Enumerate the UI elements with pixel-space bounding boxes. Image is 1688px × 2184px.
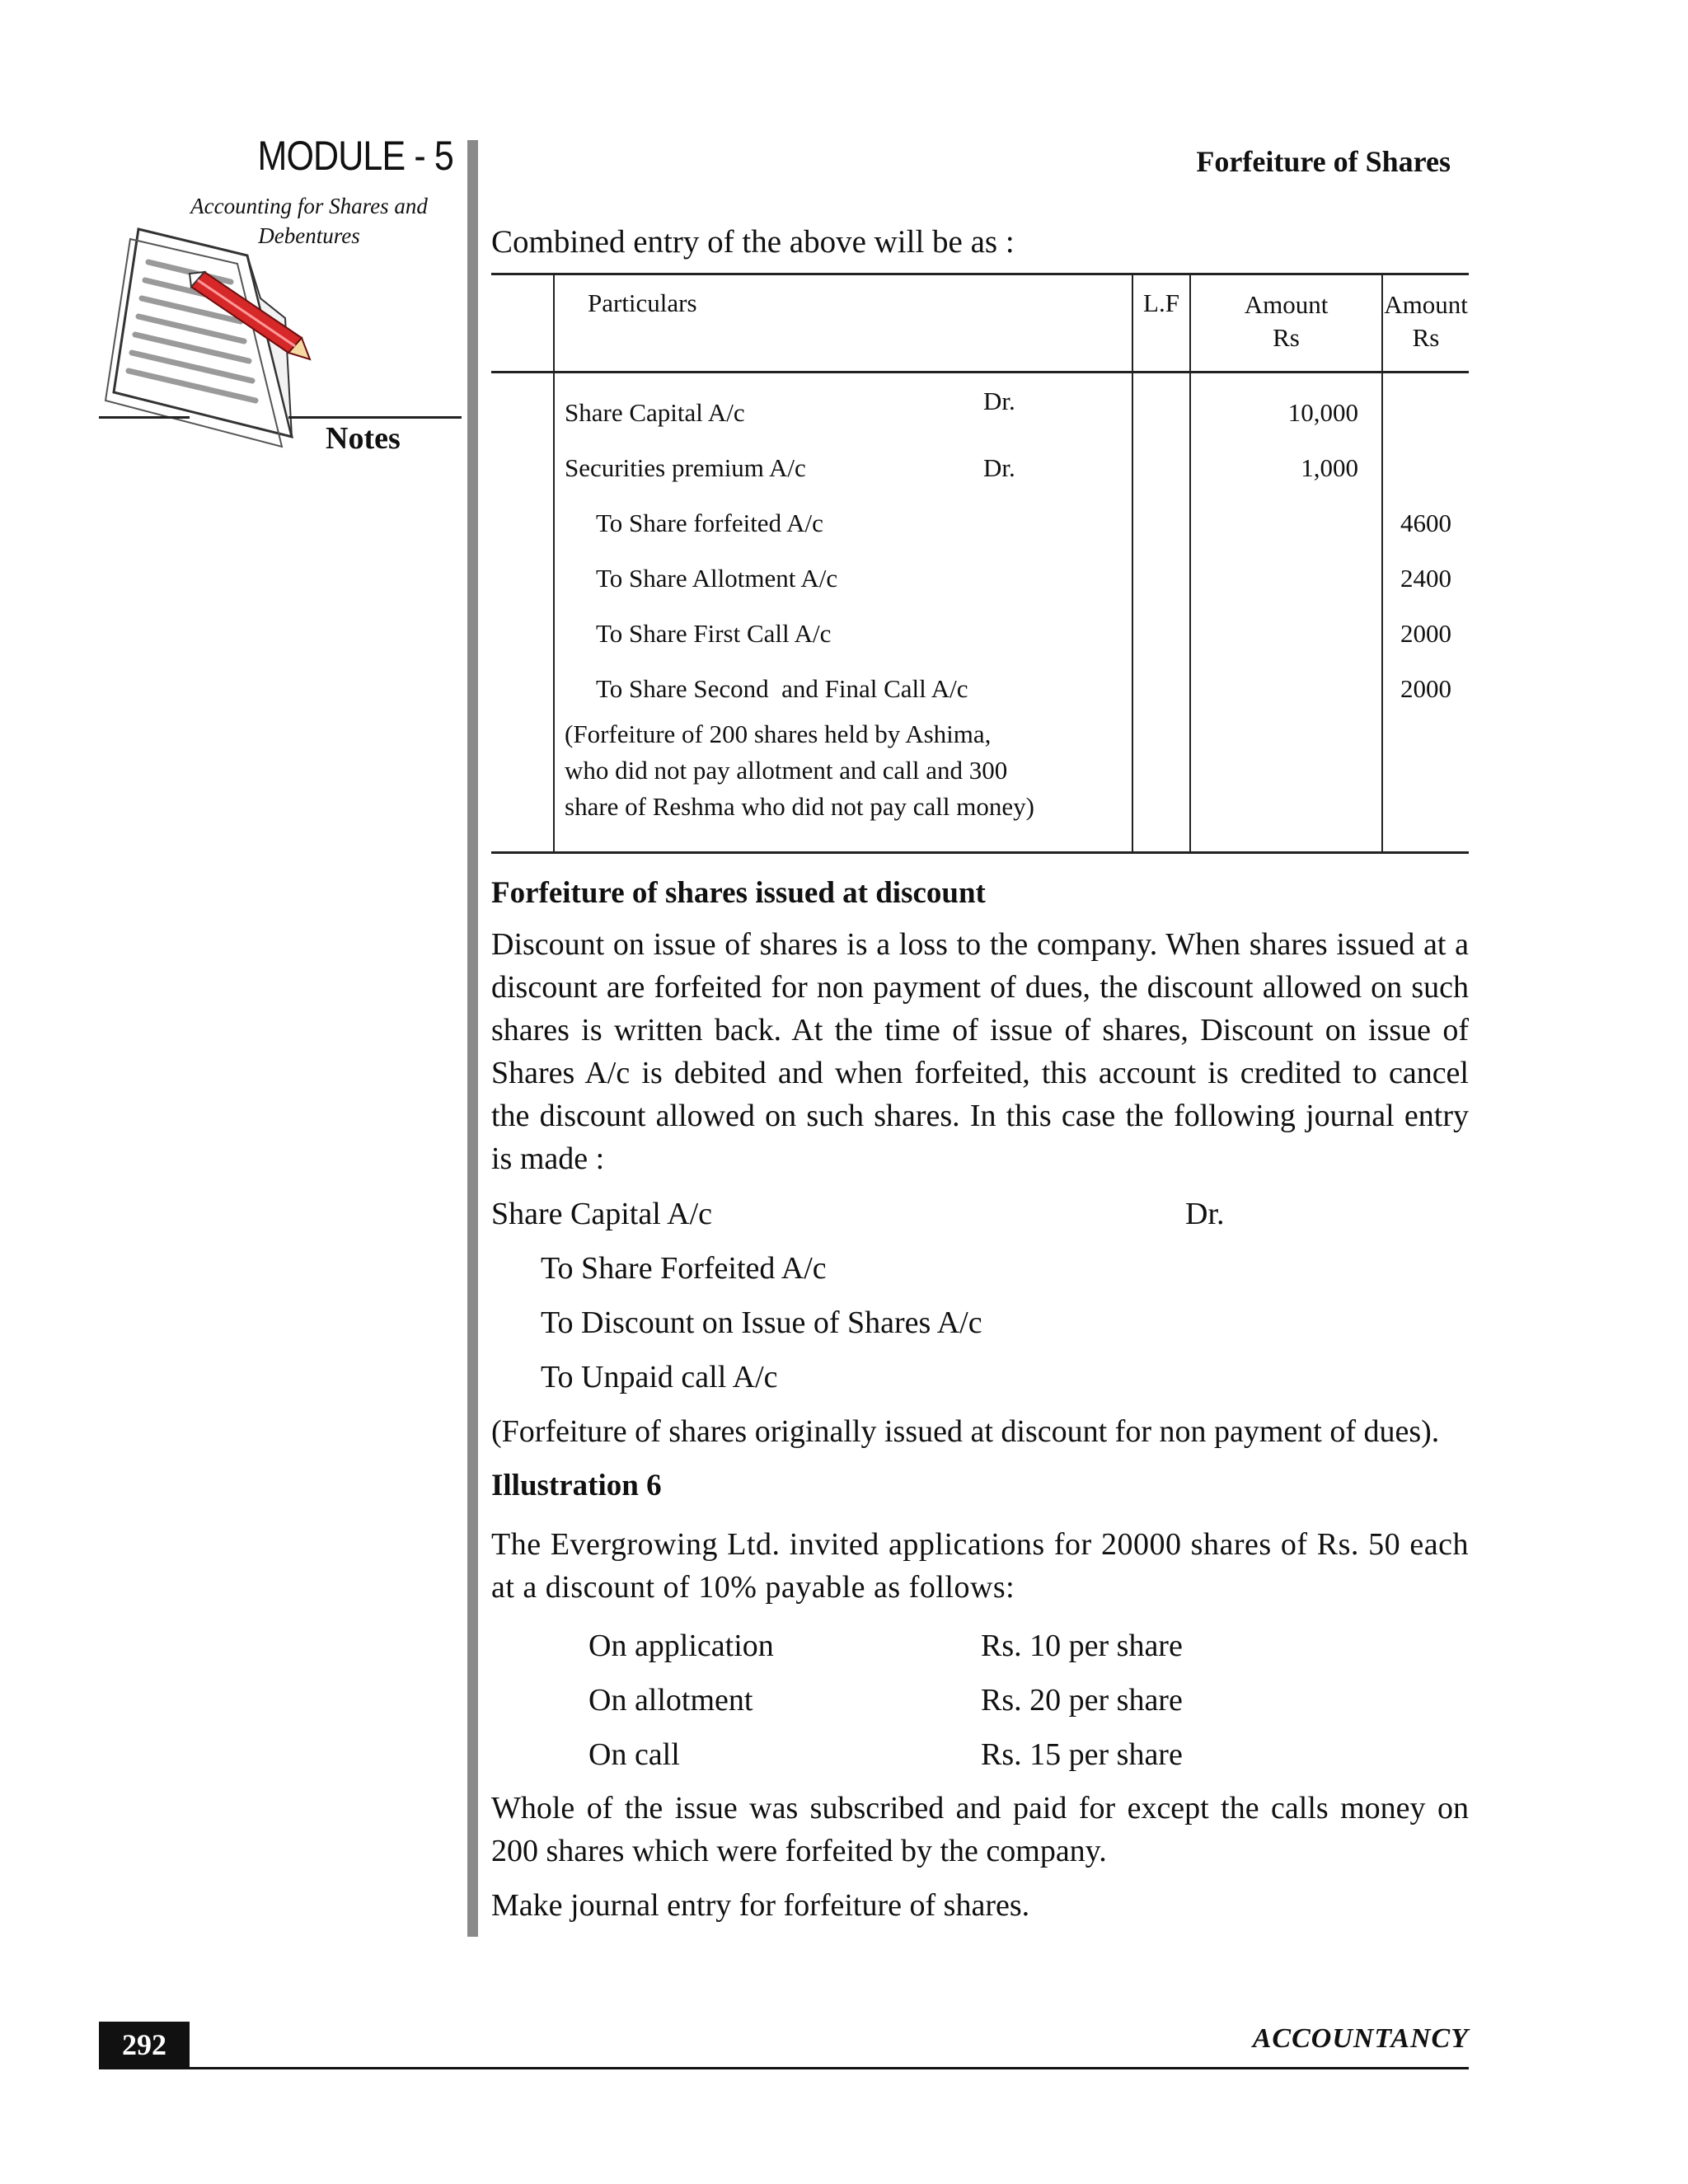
particulars-cell	[554, 440, 1132, 495]
illustration-text: The Evergrowing Ltd. invited applications for 20000 shares of Rs. 50 each at a discount of 10% payable as follows:	[491, 1527, 1469, 1605]
debit-amount: 1,000	[1190, 440, 1382, 495]
terms-row	[491, 1727, 1469, 1782]
terms-value: Rs. 10 per share	[981, 1629, 1183, 1663]
journal-row	[491, 606, 1469, 661]
journal-narration	[554, 716, 1132, 853]
entry-credit-line: To Share Forfeited A/c	[541, 1251, 827, 1286]
journal-row	[491, 551, 1469, 606]
journal-row	[491, 440, 1469, 495]
particulars-text: Securities premium A/c	[565, 453, 806, 482]
journal-row	[491, 495, 1469, 551]
credit-amount	[1382, 440, 1469, 495]
discount-journal-entry	[491, 1187, 1469, 1459]
amount-credit-header-line1: Amount	[1384, 290, 1468, 319]
credit-amount: 2000	[1382, 606, 1469, 661]
lf-header: L.F	[1132, 274, 1190, 373]
particulars-text: Share Capital A/c	[565, 398, 745, 427]
terms-label: On application	[588, 1629, 774, 1663]
notes-label: Notes	[326, 421, 401, 456]
payment-terms	[491, 1619, 1469, 1782]
notes-pencil-icon	[99, 223, 330, 462]
illustration-closing: Whole of the issue was subscribed and paid for except the calls money on 200 shares which were forfeited by the company.	[491, 1791, 1469, 1868]
amount-credit-header-line2: Rs	[1412, 323, 1440, 352]
terms-row	[491, 1619, 1469, 1673]
amount-credit-header	[1382, 274, 1469, 373]
entry-debit-text: Share Capital A/c	[491, 1197, 713, 1231]
discount-section	[491, 872, 1469, 1927]
particulars-cell: To Share forfeited A/c	[554, 495, 1132, 551]
debit-amount	[1190, 551, 1382, 606]
debit-amount	[1190, 661, 1382, 716]
narration-line: share of Reshma who did not pay call money)	[565, 792, 1034, 821]
illustration-question: Make journal entry for forfeiture of shares.	[491, 1888, 1030, 1923]
journal-header-row	[491, 274, 1469, 373]
terms-value: Rs. 20 per share	[981, 1683, 1183, 1718]
journal-table	[491, 273, 1469, 854]
entry-credit-line: To Unpaid call A/c	[541, 1360, 778, 1394]
amount-debit-header	[1190, 274, 1382, 373]
section-heading: Forfeiture of shares issued at discount	[491, 876, 986, 910]
notepad-icon	[106, 229, 292, 447]
particulars-header: Particulars	[554, 274, 1132, 373]
dr-marker: Dr.	[983, 387, 1015, 415]
debit-amount	[1190, 606, 1382, 661]
journal-narration-row	[491, 716, 1469, 853]
particulars-cell: To Share Second and Final Call A/c	[554, 661, 1132, 716]
entry-debit-line	[491, 1187, 1469, 1241]
intro-text: Combined entry of the above will be as :	[491, 224, 1015, 260]
entry-narration: (Forfeiture of shares originally issued at discount for non payment of dues).	[491, 1414, 1440, 1449]
credit-amount: 4600	[1382, 495, 1469, 551]
debit-amount	[1190, 495, 1382, 551]
dr-marker: Dr.	[983, 453, 1015, 482]
module-title: MODULE - 5	[257, 133, 453, 179]
amount-debit-header-line1: Amount	[1244, 290, 1329, 319]
module-subtitle-line-1: Accounting for Shares and	[190, 194, 428, 218]
particulars-cell: To Share First Call A/c	[554, 606, 1132, 661]
running-head: Forfeiture of Shares	[1196, 145, 1451, 178]
dr-marker: Dr.	[1185, 1197, 1225, 1231]
credit-amount	[1382, 373, 1469, 441]
amount-debit-header-line2: Rs	[1273, 323, 1300, 352]
narration-line: who did not pay allotment and call and 300	[565, 756, 1008, 785]
terms-row	[491, 1673, 1469, 1727]
illustration-title: Illustration 6	[491, 1469, 662, 1502]
debit-amount: 10,000	[1190, 373, 1382, 441]
entry-credit-line: To Discount on Issue of Shares A/c	[541, 1305, 982, 1340]
credit-amount: 2000	[1382, 661, 1469, 716]
terms-label: On allotment	[588, 1683, 753, 1718]
terms-value: Rs. 15 per share	[981, 1737, 1183, 1772]
notes-rule-right	[288, 416, 462, 419]
module-subtitle-line-2: Debentures	[258, 223, 360, 248]
page-number: 292	[99, 2022, 190, 2068]
particulars-cell	[554, 373, 1132, 441]
date-header-cell	[491, 274, 554, 373]
notes-rule-left	[99, 416, 190, 419]
credit-amount: 2400	[1382, 551, 1469, 606]
journal-row	[491, 661, 1469, 716]
margin-divider	[467, 140, 478, 1937]
footer-rule	[99, 2067, 1469, 2069]
footer-book-title: ACCOUNTANCY	[1252, 2023, 1469, 2054]
section-paragraph: Discount on issue of shares is a loss to the company. When shares issued at a discount are forfeited for non payment of dues, the discount allowed on such shares is written back. At the time of issue of shares, Discount on issue of Shares A/c is debited and when forfeited, this account is credited to cancel the discount allowed on such shares. In this case the following journal entry is made :	[491, 927, 1469, 1176]
narration-line: (Forfeiture of 200 shares held by Ashima,	[565, 719, 992, 748]
journal-row	[491, 373, 1469, 441]
terms-label: On call	[588, 1737, 680, 1772]
particulars-cell: To Share Allotment A/c	[554, 551, 1132, 606]
